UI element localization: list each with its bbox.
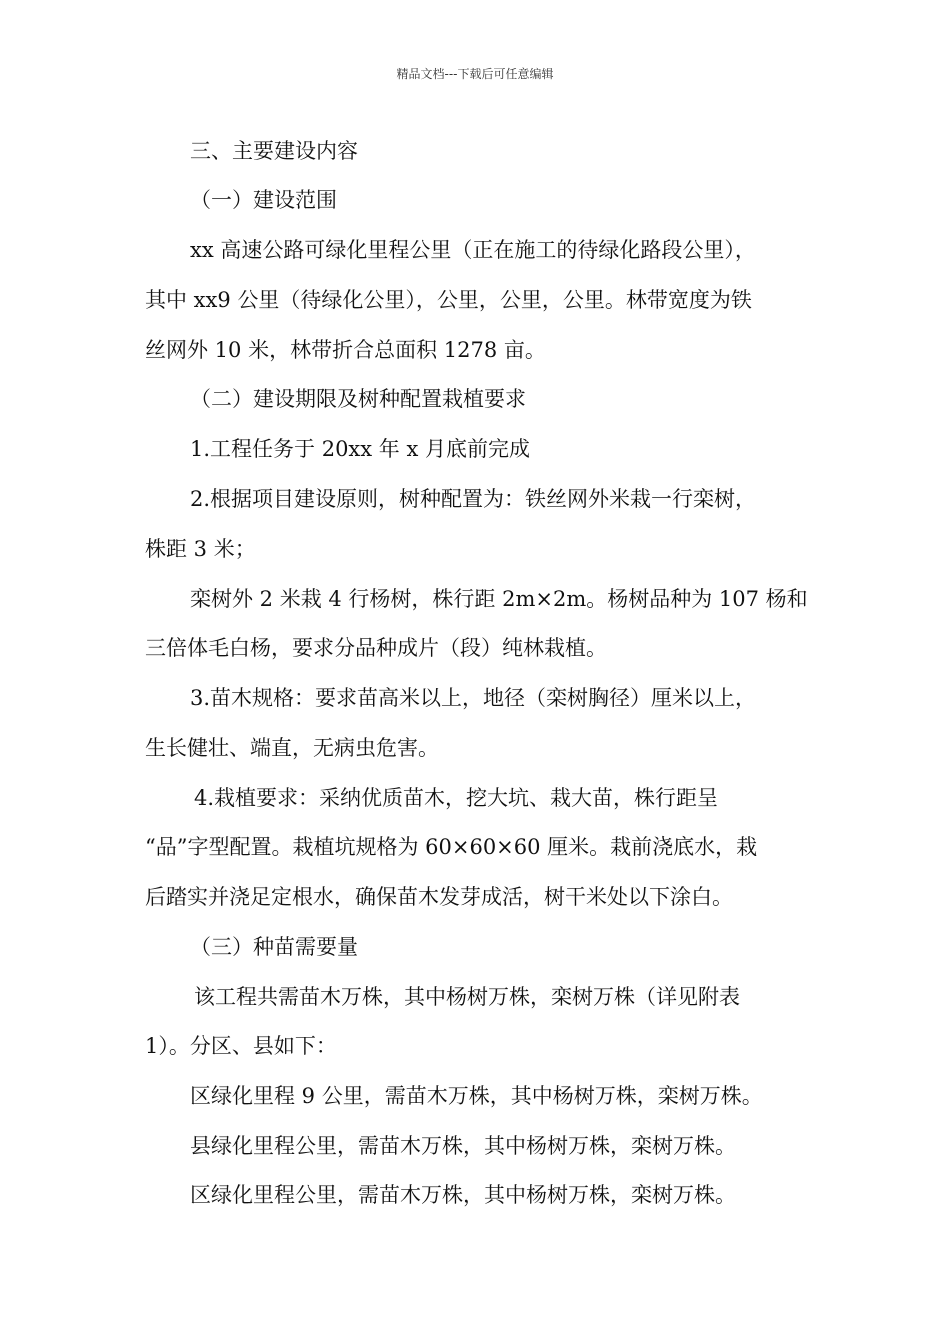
paragraph-line: 其中 xx9 公里（待绿化公里），公里，公里，公里。林带宽度为铁: [145, 288, 752, 312]
paragraph-line: 区绿化里程 9 公里，需苗木万株，其中杨树万株，栾树万株。: [190, 1084, 763, 1108]
paragraph-line: 4.栽植要求：采纳优质苗木，挖大坑、栽大苗，株行距呈: [194, 786, 719, 810]
paragraph-line: 丝网外 10 米，林带折合总面积 1278 亩。: [145, 338, 546, 362]
paragraph-line: 生长健壮、端直，无病虫危害。: [145, 736, 439, 760]
paragraph-line: 3.苗木规格：要求苗高米以上，地径（栾树胸径）厘米以上，: [190, 686, 757, 710]
paragraph-line: 1.工程任务于 20xx 年 x 月底前完成: [190, 437, 530, 461]
paragraph-line: 栾树外 2 米栽 4 行杨树，株行距 2m×2m。杨树品种为 107 杨和: [190, 587, 808, 611]
paragraph-line: “品”字型配置。栽植坑规格为 60×60×60 厘米。栽前浇底水，栽: [145, 835, 758, 859]
section-heading: 三、主要建设内容: [190, 139, 358, 163]
paragraph-line: 2.根据项目建设原则，树种配置为：铁丝网外米栽一行栾树，: [190, 487, 757, 511]
subsection-heading: （一）建设范围: [190, 188, 337, 212]
paragraph-line: 后踏实并浇足定根水，确保苗木发芽成活，树干米处以下涂白。: [145, 885, 733, 909]
paragraph-line: 三倍体毛白杨，要求分品种成片（段）纯林栽植。: [145, 636, 607, 660]
subsection-heading: （三）种苗需要量: [190, 935, 358, 959]
paragraph-line: 县绿化里程公里，需苗木万株，其中杨树万株，栾树万株。: [190, 1134, 736, 1158]
paragraph-line: 区绿化里程公里，需苗木万株，其中杨树万株，栾树万株。: [190, 1183, 736, 1207]
paragraph-line: xx 高速公路可绿化里程公里（正在施工的待绿化路段公里），: [190, 238, 756, 262]
subsection-heading: （二）建设期限及树种配置栽植要求: [190, 387, 526, 411]
page-header: 精品文档---下载后可任意编辑: [396, 67, 554, 81]
paragraph-line: 1）。分区、县如下：: [145, 1034, 337, 1058]
paragraph-line: 株距 3 米；: [145, 537, 256, 561]
paragraph-line: 该工程共需苗木万株，其中杨树万株，栾树万株（详见附表: [194, 985, 740, 1009]
